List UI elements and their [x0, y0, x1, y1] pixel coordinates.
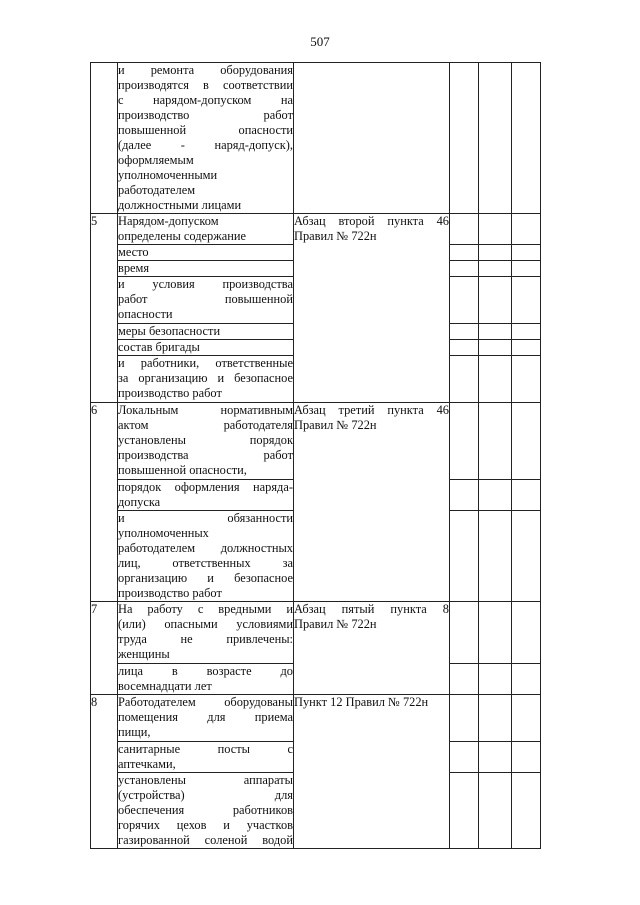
legal-reference: [294, 63, 450, 214]
requirement-line: производятся в соответствии: [118, 78, 293, 92]
requirement-line: Работодателем оборудованы: [118, 695, 293, 709]
requirement-line: (или) опасными условиями: [118, 617, 293, 631]
answer-na-cell[interactable]: [512, 695, 541, 742]
requirement-cell: [118, 602, 294, 664]
item-number: 6: [91, 403, 118, 602]
requirement-line: за организацию и безопасное: [118, 371, 293, 385]
answer-no-cell[interactable]: [479, 695, 512, 742]
answer-yes-cell[interactable]: [450, 324, 479, 340]
checklist-table: [90, 62, 541, 849]
requirement-line: с нарядом-допуском на: [118, 93, 293, 107]
requirement-line: Нарядом-допуском: [118, 214, 219, 228]
requirement-line: и условия производства: [118, 277, 293, 291]
requirement-line: восемнадцати лет: [118, 679, 212, 693]
answer-na-cell[interactable]: [512, 214, 541, 245]
legal-reference-text: Пункт 12 Правил № 722н: [294, 695, 429, 709]
answer-na-cell[interactable]: [512, 63, 541, 214]
legal-reference-text: Абзац пятый пункта 8 Правил № 722н: [294, 602, 449, 631]
answer-yes-cell[interactable]: [450, 742, 479, 773]
requirement-cell: [118, 324, 294, 340]
requirement-line: установлены аппараты: [118, 773, 293, 787]
requirement-line: производства работ: [118, 448, 293, 462]
requirement-line: обеспечения работников: [118, 803, 293, 817]
legal-reference: [294, 602, 450, 695]
table-row: [91, 63, 541, 214]
answer-yes-cell[interactable]: [450, 602, 479, 664]
requirement-cell: [118, 214, 294, 245]
requirement-line: оформляемым: [118, 153, 194, 167]
answer-no-cell[interactable]: [479, 403, 512, 480]
answer-no-cell[interactable]: [479, 340, 512, 356]
page-number: 507: [310, 34, 330, 49]
answer-no-cell[interactable]: [479, 324, 512, 340]
requirement-cell: [118, 480, 294, 511]
requirement-line: производство работ: [118, 586, 222, 600]
requirement-cell: [118, 773, 294, 849]
requirement-line: должностными лицами: [118, 198, 242, 212]
table-row: [91, 602, 541, 664]
requirement-line: организацию и безопасное: [118, 571, 293, 585]
answer-no-cell[interactable]: [479, 773, 512, 849]
item-number: 7: [91, 602, 118, 695]
item-number: [91, 63, 118, 214]
answer-yes-cell[interactable]: [450, 245, 479, 261]
requirement-line: лица в возрасте до: [118, 664, 293, 678]
answer-no-cell[interactable]: [479, 480, 512, 511]
requirement-line: повышенной опасности: [118, 123, 293, 137]
answer-na-cell[interactable]: [512, 340, 541, 356]
answer-yes-cell[interactable]: [450, 664, 479, 695]
answer-na-cell[interactable]: [512, 324, 541, 340]
requirement-cell: [118, 356, 294, 403]
requirement-line: пищи,: [118, 725, 151, 739]
requirement-line: состав бригады: [118, 340, 200, 354]
requirement-line: опасности: [118, 307, 173, 321]
legal-reference: [294, 695, 450, 849]
requirement-cell: [118, 261, 294, 277]
legal-reference-text: Абзац второй пункта 46 Правил № 722н: [294, 214, 449, 243]
requirement-line: лиц, ответственных за: [118, 556, 293, 570]
item-number: 5: [91, 214, 118, 403]
table-row: [91, 403, 541, 480]
requirement-cell: [118, 277, 294, 324]
legal-reference-text: Абзац третий пункта 46 Правил № 722н: [294, 403, 449, 432]
requirement-cell: [118, 695, 294, 742]
answer-yes-cell[interactable]: [450, 63, 479, 214]
answer-na-cell[interactable]: [512, 245, 541, 261]
requirement-line: производство работ: [118, 108, 293, 122]
answer-yes-cell[interactable]: [450, 214, 479, 245]
answer-na-cell[interactable]: [512, 356, 541, 403]
answer-na-cell[interactable]: [512, 773, 541, 849]
requirement-line: меры безопасности: [118, 324, 221, 338]
requirement-cell: [118, 340, 294, 356]
requirement-cell: [118, 511, 294, 602]
answer-yes-cell[interactable]: [450, 695, 479, 742]
requirement-line: (далее - наряд-допуск),: [118, 138, 293, 152]
table-row: [91, 214, 541, 245]
answer-yes-cell[interactable]: [450, 261, 479, 277]
requirement-line: и ремонта оборудования: [118, 63, 293, 77]
requirement-line: повышенной опасности,: [118, 463, 247, 477]
requirement-line: санитарные посты с: [118, 742, 293, 756]
requirement-line: (устройства) для: [118, 788, 293, 802]
checklist-body: [91, 63, 541, 849]
requirement-line: и работники, ответственные: [118, 356, 293, 370]
requirement-line: работодателем должностных: [118, 541, 293, 555]
requirement-line: порядок оформления наряда-: [118, 480, 293, 494]
answer-no-cell[interactable]: [479, 742, 512, 773]
answer-na-cell[interactable]: [512, 602, 541, 664]
answer-no-cell[interactable]: [479, 664, 512, 695]
requirement-cell: [118, 245, 294, 261]
answer-yes-cell[interactable]: [450, 356, 479, 403]
answer-no-cell[interactable]: [479, 261, 512, 277]
requirement-line: горячих цехов и участков: [118, 818, 293, 832]
answer-no-cell[interactable]: [479, 214, 512, 245]
requirement-line: работодателем: [118, 183, 196, 197]
requirement-line: место: [118, 245, 149, 259]
requirement-line: время: [118, 261, 150, 275]
answer-yes-cell[interactable]: [450, 340, 479, 356]
requirement-line: и обязанности: [118, 511, 293, 525]
answer-no-cell[interactable]: [479, 602, 512, 664]
answer-no-cell[interactable]: [479, 277, 512, 324]
answer-yes-cell[interactable]: [450, 773, 479, 849]
requirement-cell: [118, 403, 294, 480]
requirement-line: уполномоченными: [118, 168, 218, 182]
requirement-line: аптечками,: [118, 757, 176, 771]
requirement-line: помещения для приема: [118, 710, 293, 724]
requirement-line: уполномоченных: [118, 526, 209, 540]
answer-na-cell[interactable]: [512, 261, 541, 277]
requirement-line: установлены порядок: [118, 433, 293, 447]
answer-na-cell[interactable]: [512, 742, 541, 773]
requirement-line: Локальным нормативным: [118, 403, 293, 417]
requirement-line: допуска: [118, 495, 161, 509]
answer-na-cell[interactable]: [512, 277, 541, 324]
answer-na-cell[interactable]: [512, 403, 541, 480]
requirement-cell: [118, 664, 294, 695]
answer-yes-cell[interactable]: [450, 511, 479, 602]
answer-na-cell[interactable]: [512, 664, 541, 695]
answer-yes-cell[interactable]: [450, 277, 479, 324]
legal-reference: [294, 214, 450, 403]
item-number: 8: [91, 695, 118, 849]
requirement-cell: [118, 63, 294, 214]
requirement-line: На работу с вредными и: [118, 602, 293, 616]
answer-na-cell[interactable]: [512, 511, 541, 602]
answer-no-cell[interactable]: [479, 245, 512, 261]
requirement-line: определены содержание: [118, 229, 247, 243]
answer-no-cell[interactable]: [479, 511, 512, 602]
requirement-line: женщины: [118, 647, 170, 661]
legal-reference: [294, 403, 450, 602]
answer-no-cell[interactable]: [479, 63, 512, 214]
answer-no-cell[interactable]: [479, 356, 512, 403]
answer-yes-cell[interactable]: [450, 403, 479, 480]
requirement-line: производство работ: [118, 386, 222, 400]
requirement-line: газированной соленой водой: [118, 833, 293, 847]
table-row: [91, 695, 541, 742]
requirement-cell: [118, 742, 294, 773]
answer-yes-cell[interactable]: [450, 480, 479, 511]
requirement-line: работ повышенной: [118, 292, 293, 306]
requirement-line: актом работодателя: [118, 418, 293, 432]
answer-na-cell[interactable]: [512, 480, 541, 511]
requirement-line: труда не привлечены:: [118, 632, 293, 646]
